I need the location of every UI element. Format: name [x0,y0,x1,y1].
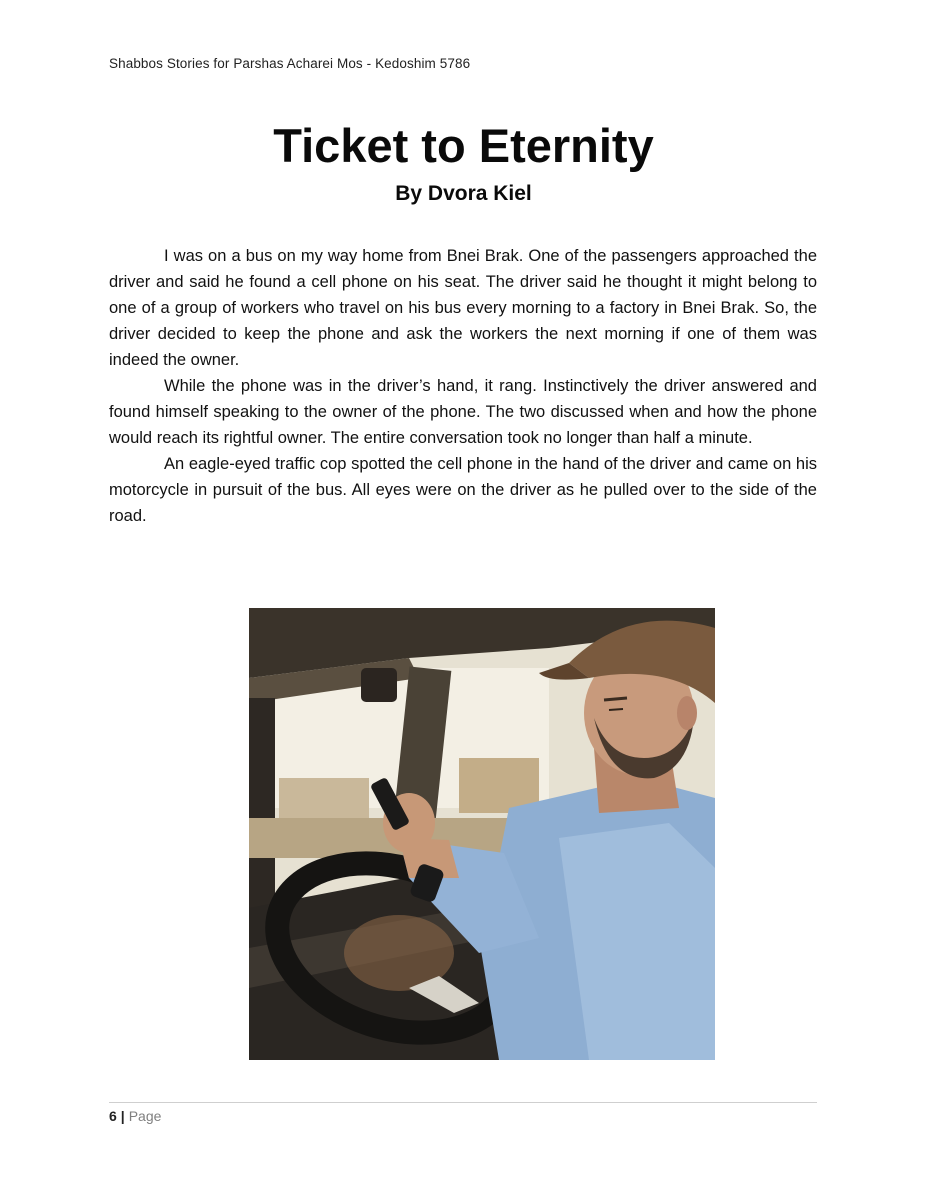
paragraph: While the phone was in the driver’s hand, it rang. Instinctively the driver answered and found himself speaking to the owner of the phone. The two discussed when and how the phone would reach its rightful owner. The entire conversation took no longer than half a minute. [109,377,817,447]
page-label: Page [128,1108,162,1124]
running-header: Shabbos Stories for Parshas Acharei Mos - Kedoshim 5786 [109,56,471,71]
footer-separator: | [120,1108,125,1124]
paragraph: An eagle-eyed traffic cop spotted the cell phone in the hand of the driver and came on his motorcycle in pursuit of the bus. All eyes were on the driver as he pulled over to the side of the road. [109,455,817,525]
footer-rule [109,1102,817,1103]
paragraph: I was on a bus on my way home from Bnei Brak. One of the passengers approached the driver and said he found a cell phone on his seat. The driver said he thought it might belong to one of a group of workers who travel on his bus every morning to a factory in Bnei Brak. So, the driver decided to keep the phone and ask the workers the next morning if one of them was indeed the owner. [109,247,817,369]
page-footer [109,1106,161,1126]
page-number: 6 [109,1108,117,1124]
article-title: Ticket to Eternity [273,119,654,172]
article-byline: By Dvora Kiel [395,182,532,205]
driver-photo [249,608,715,1060]
article-body [109,243,817,529]
